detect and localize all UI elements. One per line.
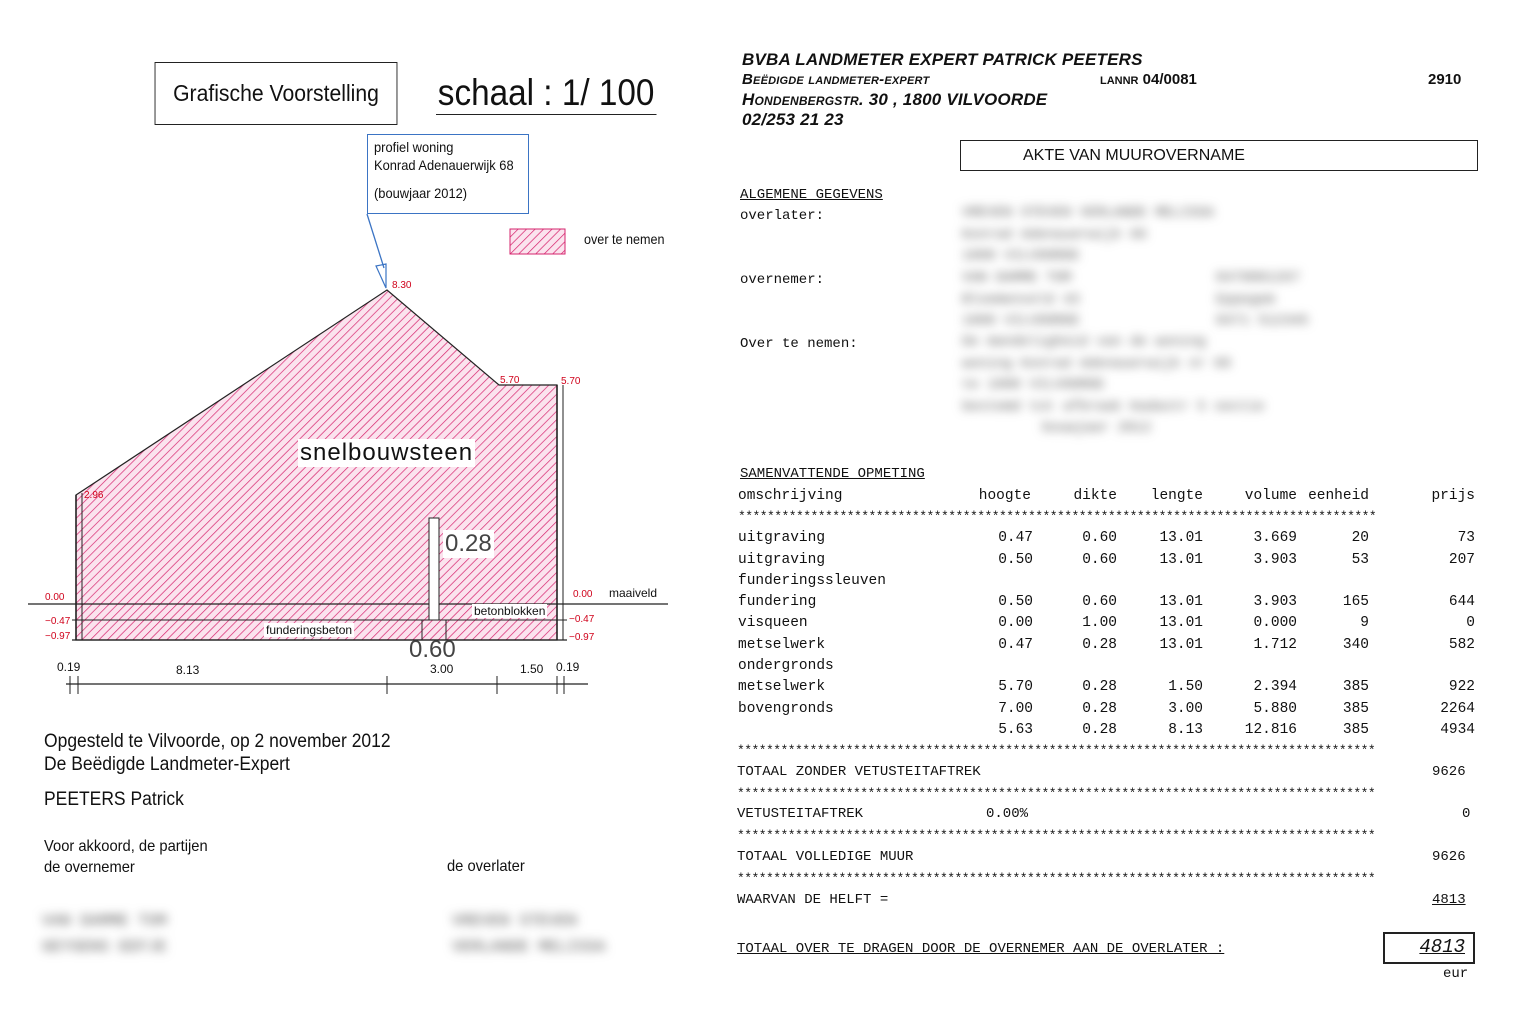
table-cell: uitgraving bbox=[738, 551, 826, 568]
table-cell: metselwerk bbox=[738, 679, 826, 696]
company-address: Hondenbergstr. 30 , 1800 VILVOORDE bbox=[742, 90, 1048, 109]
wall-profile-drawing bbox=[0, 0, 760, 720]
table-cell bbox=[1203, 655, 1297, 676]
ground-label: maaiveld bbox=[609, 586, 658, 600]
drawing-scale: schaal : 1/ 100 bbox=[437, 72, 655, 113]
doc-code: 2910 bbox=[1428, 71, 1462, 88]
table-cell: 1.50 bbox=[1168, 679, 1203, 696]
table-cell: 13.01 bbox=[1159, 551, 1203, 568]
table-cell: 5.63 bbox=[998, 721, 1033, 738]
table-cell: 0.000 bbox=[1253, 615, 1297, 632]
profile-callout bbox=[367, 134, 529, 214]
overnemer-details-redacted: VAN DAMME TOM Bloemenveld 43 1800 VILVOORDE bbox=[962, 270, 1080, 329]
table-cell: uitgraving bbox=[738, 530, 826, 547]
table-cell bbox=[1033, 570, 1117, 591]
table-cell: 0.28 bbox=[1082, 721, 1117, 738]
table-cell: 13.01 bbox=[1159, 530, 1203, 547]
table-row bbox=[738, 655, 1475, 676]
thickness-marker bbox=[429, 518, 439, 620]
table-cell: 5.70 bbox=[998, 679, 1033, 696]
table-cell: 0.50 bbox=[998, 551, 1033, 568]
table-cell: 9 bbox=[1360, 615, 1369, 632]
table-cell bbox=[958, 655, 1033, 676]
col-omschrijving: omschrijving bbox=[738, 487, 843, 504]
vetust-pct: 0.00% bbox=[986, 806, 1029, 822]
overnemer-names-redacted: VAN DAMME TOM GEYSENS EEFJE bbox=[42, 912, 167, 956]
height-mid-right: 5.70 bbox=[561, 376, 581, 387]
profile-line-3: (bouwjaar 2012) bbox=[374, 185, 468, 201]
legend-swatch bbox=[510, 229, 565, 254]
table-cell: 0.60 bbox=[1082, 594, 1117, 611]
currency: eur bbox=[1443, 966, 1469, 982]
table-cell: funderingssleuven bbox=[738, 572, 886, 589]
company-role: Beëdigde landmeter-expert bbox=[742, 71, 930, 88]
profile-line-1: profiel woning bbox=[374, 139, 454, 155]
dim-1: 0.19 bbox=[57, 660, 81, 674]
company-name: BVBA LANDMETER EXPERT PATRICK PEETERS bbox=[742, 50, 1143, 69]
table-cell: 0.28 bbox=[1082, 700, 1117, 717]
table-row bbox=[738, 677, 1475, 698]
table-cell: 0.47 bbox=[998, 636, 1033, 653]
profile-line-2: Konrad Adenauerwijk 68 bbox=[374, 157, 514, 173]
table-cell: 644 bbox=[1448, 594, 1475, 611]
general-heading: ALGEMENE GEGEVENS bbox=[740, 187, 883, 203]
lannr bbox=[1100, 71, 1197, 88]
table-cell: 73 bbox=[1457, 530, 1475, 547]
place-date: Opgesteld te Vilvoorde, op 2 november 2012 bbox=[44, 731, 391, 752]
separator-stars: **************************************************************************************** bbox=[737, 828, 1376, 843]
agreement-block bbox=[44, 836, 208, 878]
dim-2: 8.13 bbox=[176, 663, 200, 677]
separator-stars: **************************************************************************************** bbox=[738, 509, 1377, 525]
table-cell bbox=[1033, 655, 1117, 676]
table-cell: 0.50 bbox=[998, 594, 1033, 611]
table-cell: bovengronds bbox=[738, 700, 834, 717]
col-prijs: prijs bbox=[1431, 487, 1475, 504]
callout-pointer bbox=[367, 214, 384, 268]
company-phone: 02/253 21 23 bbox=[742, 110, 844, 129]
drawing-title: Grafische Voorstelling bbox=[155, 62, 398, 125]
dim-4: 1.50 bbox=[520, 662, 544, 676]
table-row bbox=[738, 549, 1475, 570]
total-full-label: TOTAAL VOLLEDIGE MUUR bbox=[737, 849, 914, 865]
measurement-table bbox=[738, 485, 1475, 741]
signer-role: De Beëdigde Landmeter-Expert bbox=[44, 754, 290, 775]
table-cell: 385 bbox=[1342, 700, 1369, 717]
overnemer-label: overnemer: bbox=[740, 272, 825, 288]
table-cell: 13.01 bbox=[1159, 594, 1203, 611]
final-value: 4813 bbox=[1419, 936, 1465, 958]
measurement-heading: SAMENVATTENDE OPMETING bbox=[740, 466, 925, 482]
height-zero-right: 0.00 bbox=[573, 589, 593, 600]
table-cell: 3.00 bbox=[1168, 700, 1203, 717]
separator-stars: **************************************************************************************** bbox=[737, 743, 1376, 758]
height-m047-left: −0.47 bbox=[45, 616, 71, 627]
final-value-box bbox=[1383, 932, 1475, 964]
table-cell bbox=[1203, 570, 1297, 591]
table-cell bbox=[1117, 570, 1203, 591]
table-header-row bbox=[738, 485, 1475, 506]
akte-title: AKTE VAN MUUROVERNAME bbox=[960, 140, 1478, 171]
foundation-width: 0.60 bbox=[409, 636, 456, 663]
table-cell: 0.28 bbox=[1082, 636, 1117, 653]
table-cell: metselwerk bbox=[738, 636, 826, 653]
height-mid-left: 5.70 bbox=[500, 375, 520, 386]
table-cell: 3.669 bbox=[1253, 530, 1297, 547]
table-cell: 385 bbox=[1342, 679, 1369, 696]
table-cell bbox=[1297, 655, 1369, 676]
foundation-label: funderingsbeton bbox=[266, 623, 353, 637]
col-volume: volume bbox=[1244, 487, 1297, 504]
over-te-nemen-details-redacted: De mandeligheid van de woning woning Konrad Adenauerwijk nr 68 te 1800 VILVOORDE bestemd tot afbraak Kadastr 5 sectie bouwjaar 2012 bbox=[962, 334, 1265, 436]
final-label: TOTAAL OVER TE DRAGEN DOOR DE OVERNEMER AAN DE OVERLATER : bbox=[737, 941, 1225, 957]
table-cell: 1.00 bbox=[1082, 615, 1117, 632]
table-cell: 165 bbox=[1342, 594, 1369, 611]
table-cell: 7.00 bbox=[998, 700, 1033, 717]
table-cell: 2264 bbox=[1440, 700, 1475, 717]
table-cell: 0.60 bbox=[1082, 551, 1117, 568]
table-cell bbox=[958, 570, 1033, 591]
table-cell: 13.01 bbox=[1159, 636, 1203, 653]
table-cell: 8.13 bbox=[1168, 721, 1203, 738]
table-row bbox=[738, 528, 1475, 549]
blocks-label: betonblokken bbox=[474, 604, 546, 618]
table-cell bbox=[1369, 570, 1475, 591]
total-full-value: 9626 bbox=[1432, 849, 1466, 865]
overnemer-extra-redacted: 0478001267 Eppegem 0471 512345 bbox=[1216, 270, 1309, 329]
table-cell: 20 bbox=[1351, 530, 1369, 547]
height-m097-right: −0.97 bbox=[569, 632, 595, 643]
half-label: WAARVAN DE HELFT = bbox=[737, 892, 889, 908]
dim-3: 3.00 bbox=[430, 662, 454, 676]
table-cell: 1.712 bbox=[1253, 636, 1297, 653]
table-cell: 582 bbox=[1448, 636, 1475, 653]
legend-label: over te nemen bbox=[584, 231, 665, 247]
signer-name: PEETERS Patrick bbox=[44, 789, 184, 810]
material-label: snelbouwsteen bbox=[300, 439, 474, 466]
table-cell: 53 bbox=[1351, 551, 1369, 568]
height-left: 2.96 bbox=[84, 490, 104, 501]
over-te-nemen-label: Over te nemen: bbox=[740, 336, 858, 352]
table-row bbox=[738, 719, 1475, 740]
wall-thickness: 0.28 bbox=[445, 530, 492, 557]
table-cell: 0.47 bbox=[998, 530, 1033, 547]
half-value: 4813 bbox=[1432, 892, 1466, 908]
col-hoogte: hoogte bbox=[978, 487, 1031, 504]
table-row bbox=[738, 591, 1475, 612]
overlater-label: overlater: bbox=[740, 208, 825, 224]
overnemer-sig-label: de overnemer bbox=[44, 859, 135, 876]
vetust-value: 0 bbox=[1462, 806, 1471, 822]
table-cell bbox=[1369, 655, 1475, 676]
table-cell: 13.01 bbox=[1159, 615, 1203, 632]
col-eenheid: eenheid bbox=[1308, 487, 1369, 504]
table-cell: 4934 bbox=[1440, 721, 1475, 738]
table-cell: fundering bbox=[738, 594, 817, 611]
table-row bbox=[738, 634, 1475, 655]
table-cell: visqueen bbox=[738, 615, 808, 632]
overlater-details-redacted: VREVEN STEVEN VERLANDE MELISSA Konrad Adenauerwijk 66 1800 VILVOORDE bbox=[962, 205, 1215, 264]
height-m097-left: −0.97 bbox=[45, 631, 71, 642]
table-cell: 385 bbox=[1342, 721, 1369, 738]
table-cell: 3.903 bbox=[1253, 551, 1297, 568]
height-m047-right: −0.47 bbox=[569, 614, 595, 625]
separator-stars: **************************************************************************************** bbox=[737, 786, 1376, 801]
table-cell bbox=[1297, 570, 1369, 591]
overlater-names-redacted: VREVEN STEVEN VERLANDE MELISSA bbox=[452, 912, 606, 956]
table-cell bbox=[738, 719, 958, 740]
table-cell: 922 bbox=[1448, 679, 1475, 696]
table-cell bbox=[1117, 655, 1203, 676]
lannr-value: 04/0081 bbox=[1142, 71, 1197, 88]
height-peak: 8.30 bbox=[392, 280, 412, 291]
table-cell: 12.816 bbox=[1244, 721, 1297, 738]
agree-line: Voor akkoord, de partijen bbox=[44, 838, 208, 855]
table-cell: 0.00 bbox=[998, 615, 1033, 632]
total-without-label: TOTAAL ZONDER VETUSTEITAFTREK bbox=[737, 764, 981, 780]
col-lengte: lengte bbox=[1150, 487, 1203, 504]
table-cell: 5.880 bbox=[1253, 700, 1297, 717]
height-zero-left: 0.00 bbox=[45, 592, 65, 603]
table-cell: 3.903 bbox=[1253, 594, 1297, 611]
table-row bbox=[738, 613, 1475, 634]
separator-stars: **************************************************************************************** bbox=[737, 871, 1376, 886]
col-dikte: dikte bbox=[1073, 487, 1117, 504]
table-cell: 0 bbox=[1466, 615, 1475, 632]
table-row bbox=[738, 698, 1475, 719]
dim-5: 0.19 bbox=[556, 660, 580, 674]
overlater-sig-label: de overlater bbox=[447, 858, 525, 875]
signature-block bbox=[44, 730, 391, 811]
table-row bbox=[738, 570, 1475, 591]
vetust-label: VETUSTEITAFTREK bbox=[737, 806, 864, 822]
table-cell: 207 bbox=[1448, 551, 1475, 568]
table-cell: 0.60 bbox=[1082, 530, 1117, 547]
total-without-value: 9626 bbox=[1432, 764, 1466, 780]
table-cell: 340 bbox=[1342, 636, 1369, 653]
table-cell: ondergronds bbox=[738, 658, 834, 675]
table-cell: 2.394 bbox=[1253, 679, 1297, 696]
table-cell: 0.28 bbox=[1082, 679, 1117, 696]
lannr-label: lannr bbox=[1100, 71, 1139, 88]
